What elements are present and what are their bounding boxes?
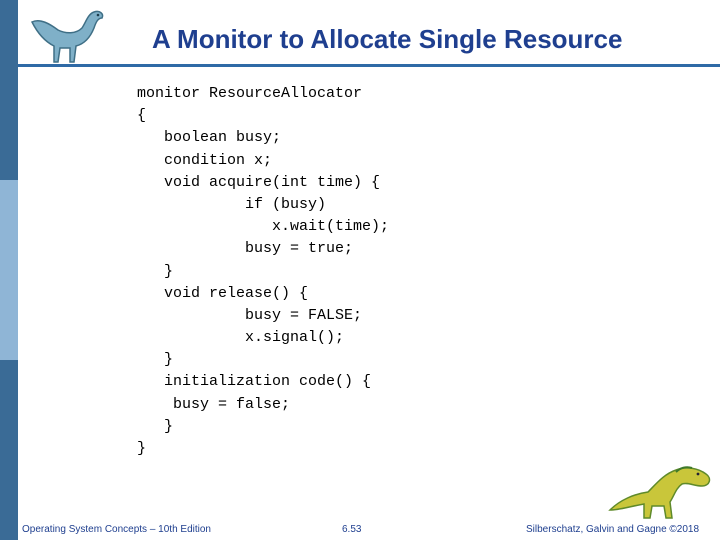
code-line: busy = FALSE; <box>137 306 363 324</box>
code-line: monitor ResourceAllocator <box>137 85 363 102</box>
sidebar-segment-bottom <box>0 360 18 540</box>
dinosaur-logo-icon <box>24 4 114 70</box>
code-block <box>137 83 389 460</box>
title-rule <box>18 64 720 67</box>
code-line: busy = true; <box>137 240 354 258</box>
footer-book-title: Operating System Concepts – 10th Edition <box>22 524 211 535</box>
code-line: boolean busy; <box>137 129 282 147</box>
code-line: x.wait(time); <box>137 218 390 236</box>
code-line: } <box>137 417 174 435</box>
sidebar-segment-top <box>0 0 18 180</box>
dinosaur-logo-icon <box>606 460 716 524</box>
slide-title: A Monitor to Allocate Single Resource <box>152 24 623 54</box>
code-line: initialization code() { <box>137 373 372 391</box>
footer-authors: Silberschatz, Galvin and Gagne ©2018 <box>526 524 700 535</box>
code-line: if (busy) <box>137 195 327 213</box>
code-line: x.signal(); <box>137 329 345 347</box>
code-line: void acquire(int time) { <box>137 173 381 191</box>
code-line: } <box>137 351 174 369</box>
code-line: condition x; <box>137 151 273 169</box>
sidebar-segment-middle <box>0 180 18 360</box>
code-line: busy = false; <box>137 395 291 413</box>
code-line: } <box>137 440 147 457</box>
code-line: void release() { <box>137 284 309 302</box>
code-line: } <box>137 262 174 280</box>
footer-page-number: 6.53 <box>342 524 362 535</box>
code-line: { <box>137 107 147 125</box>
